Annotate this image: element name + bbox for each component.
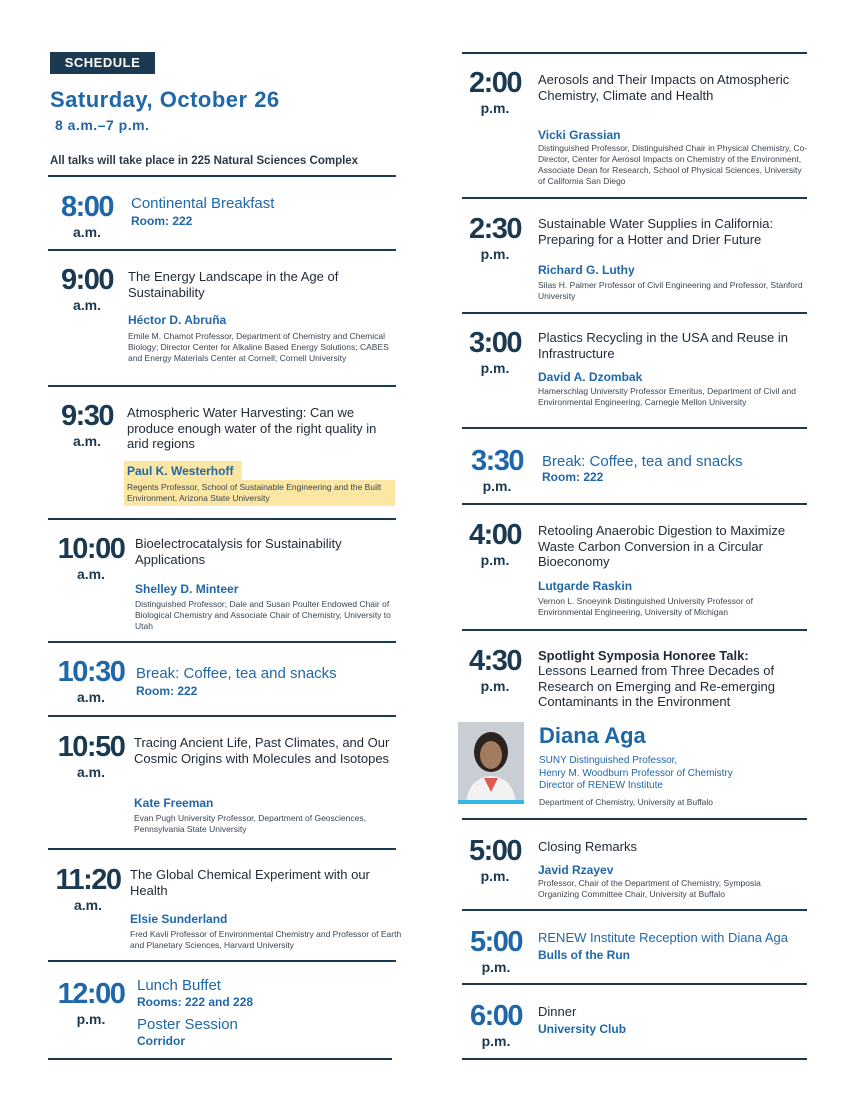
time-slot <box>460 521 530 567</box>
speaker-affiliation: Emile M. Chamot Professor, Department of Chemistry and Chemical Biology; Director Center for Alkaline Based Energy Solutions; CABES and Energy Materials Center at Cornell; Cornell University <box>128 331 389 363</box>
time-meridiem: a.m. <box>76 566 105 582</box>
time-number: 11:20 <box>55 864 121 896</box>
session-title: The Energy Landscape in the Age of Sustainability <box>128 269 339 300</box>
speaker-department: Department of Chemistry, University at Buffalo <box>539 797 714 807</box>
speaker-affiliation: Distinguished Professor, Distinguished Chair in Physical Chemistry, Co-Director, Center for Aerosol Impacts on Chemistry of the Environment, Associate Dean for Research, School of Physical Sciences, University of California San Diego <box>538 143 808 186</box>
divider <box>462 629 807 631</box>
time-meridiem: p.m. <box>480 678 510 694</box>
time-slot <box>460 69 530 115</box>
divider <box>48 960 396 962</box>
speaker-affiliation: Vernon L. Snoeyink Distinguished University Professor of Environmental Engineering, University of Michigan <box>538 596 753 617</box>
speaker-name: Paul K. Westerhoff <box>127 464 234 478</box>
time-number: 10:30 <box>57 656 125 688</box>
session-title: Retooling Anaerobic Digestion to Maximize Waste Carbon Conversion in a Circular Bioeconomy <box>538 523 786 569</box>
divider <box>48 175 396 177</box>
divider <box>462 818 807 820</box>
session-title: The Global Chemical Experiment with our Health <box>130 867 370 898</box>
time-meridiem: p.m. <box>480 100 510 116</box>
divider <box>48 641 396 643</box>
speaker-name: Diana Aga <box>539 723 646 748</box>
time-meridiem: p.m. <box>480 552 510 568</box>
time-number: 4:00 <box>468 519 522 551</box>
speaker-title-line: Director of RENEW Institute <box>539 780 663 791</box>
time-meridiem: p.m. <box>481 959 511 975</box>
speaker-title-line: Henry M. Woodburn Professor of Chemistry <box>539 767 733 779</box>
time-meridiem: a.m. <box>76 764 105 780</box>
time-number: 3:30 <box>470 445 524 477</box>
speaker-affiliation: Professor, Chair of the Department of Chemistry, Symposia Organizing Committee Chair, University at Buffalo <box>538 878 761 899</box>
speaker-affiliation: Evan Pugh University Professor, Department of Geosciences, Pennsylvania State University <box>134 813 366 834</box>
time-slot <box>460 1002 532 1048</box>
session-title: Plastics Recycling in the USA and Reuse in Infrastructure <box>538 330 789 361</box>
divider <box>462 909 807 911</box>
session-title: Dinner <box>538 1004 577 1019</box>
time-slot <box>50 658 132 704</box>
time-slot <box>460 837 530 883</box>
time-slot <box>50 266 124 312</box>
speaker-affiliation: Hamerschlag University Professor Emeritus, Department of Civil and Environmental Engineering, Carnegie Mellon University <box>538 386 796 407</box>
speaker-name: David A. Dzombak <box>538 370 643 384</box>
time-number: 5:00 <box>469 926 523 958</box>
time-meridiem: a.m. <box>76 689 105 705</box>
time-number: 10:00 <box>57 533 125 565</box>
divider <box>462 312 807 314</box>
speaker-affiliation: Regents Professor, School of Sustainable Engineering and the Built Environment, Arizona State University <box>127 482 382 503</box>
time-number: 2:00 <box>468 67 522 99</box>
session-title: Sustainable Water Supplies in California: Preparing for a Hotter and Drier Future <box>538 216 774 247</box>
session-room: Room: 222 <box>136 684 198 698</box>
time-slot <box>460 215 530 261</box>
divider <box>462 52 807 54</box>
speaker-name: Shelley D. Minteer <box>135 582 239 596</box>
session-room: Bulls of the Run <box>538 948 630 962</box>
session-title: Atmospheric Water Harvesting: Can we produce enough water of the right quality in arid regions <box>127 405 377 451</box>
time-number: 10:50 <box>57 731 125 763</box>
time-slot <box>460 928 532 974</box>
session-room: Room: 222 <box>542 470 604 484</box>
time-meridiem: a.m. <box>72 297 101 313</box>
time-meridiem: p.m. <box>481 1033 511 1049</box>
time-number: 6:00 <box>469 1000 523 1032</box>
divider <box>462 427 807 429</box>
session-title: Bioelectrocatalysis for Sustainability Applications <box>135 536 342 567</box>
time-slot <box>50 733 132 779</box>
divider <box>48 715 396 717</box>
session-title: Aerosols and Their Impacts on Atmospheric Chemistry, Climate and Health <box>538 72 790 103</box>
day-heading: Saturday, October 26 <box>50 87 280 112</box>
session-title: Break: Coffee, tea and snacks <box>136 665 337 682</box>
session-room: University Club <box>538 1022 627 1036</box>
time-slot <box>460 447 534 493</box>
time-number: 3:00 <box>468 327 522 359</box>
divider <box>48 385 396 387</box>
hours-subheading: 8 a.m.–7 p.m. <box>55 117 150 133</box>
time-number: 4:30 <box>468 645 522 677</box>
time-meridiem: p.m. <box>76 1011 106 1027</box>
session-title: Continental Breakfast <box>131 195 275 212</box>
time-meridiem: p.m. <box>482 478 512 494</box>
speaker-name: Javid Rzayev <box>538 863 614 877</box>
session-title: Tracing Ancient Life, Past Climates, and Our Cosmic Origins with Molecules and Isotopes <box>134 735 390 766</box>
speaker-affiliation: Distinguished Professor; Dale and Susan Poulter Endowed Chair of Biological Chemistry and Associate Chair of Chemistry, University to Utah <box>135 599 391 631</box>
time-slot <box>50 535 132 581</box>
speaker-name: Lutgarde Raskin <box>538 579 633 593</box>
time-number: 5:00 <box>468 835 522 867</box>
speaker-name: Elsie Sunderland <box>130 912 228 926</box>
speaker-name: Vicki Grassian <box>538 128 621 142</box>
time-meridiem: a.m. <box>73 897 102 913</box>
speaker-name: Richard G. Luthy <box>538 263 635 277</box>
divider <box>462 1058 807 1060</box>
time-slot <box>460 647 530 693</box>
session-title: Poster Session <box>137 1016 238 1033</box>
session-title: Break: Coffee, tea and snacks <box>542 453 743 470</box>
schedule-tag: SCHEDULE <box>50 52 155 74</box>
divider <box>48 1058 392 1060</box>
time-number: 9:00 <box>60 264 114 296</box>
portrait-image <box>458 722 524 804</box>
time-slot <box>50 980 132 1026</box>
time-number: 2:30 <box>468 213 522 245</box>
divider <box>462 983 807 985</box>
time-meridiem: a.m. <box>72 433 101 449</box>
time-slot <box>460 329 530 375</box>
time-meridiem: p.m. <box>480 868 510 884</box>
speaker-name: Kate Freeman <box>134 796 214 810</box>
session-title: Closing Remarks <box>538 839 637 854</box>
time-number: 9:30 <box>60 400 114 432</box>
divider <box>48 249 396 251</box>
time-number: 12:00 <box>57 978 125 1010</box>
session-room: Room: 222 <box>131 214 193 228</box>
time-meridiem: p.m. <box>480 360 510 376</box>
session-title: Lunch Buffet <box>137 977 221 994</box>
divider <box>48 848 396 850</box>
spotlight-label: Spotlight Symposia Honoree Talk: <box>538 648 749 663</box>
session-title: Lessons Learned from Three Decades of Research on Emerging and Re-emerging Contaminants in the Environment <box>538 663 776 709</box>
session-title: RENEW Institute Reception with Diana Aga <box>538 930 789 945</box>
time-slot <box>50 193 124 239</box>
speaker-affiliation: Fred Kavli Professor of Environmental Chemistry and Professor of Earth and Planetary Sciences, Harvard University <box>130 929 402 950</box>
time-meridiem: p.m. <box>480 246 510 262</box>
divider <box>462 503 807 505</box>
time-number: 8:00 <box>60 191 114 223</box>
divider <box>48 518 396 520</box>
speaker-titles <box>539 755 804 793</box>
speaker-photo <box>458 722 524 804</box>
session-room: Rooms: 222 and 228 <box>137 995 254 1009</box>
location-note: All talks will take place in 225 Natural Sciences Complex <box>50 155 359 167</box>
speaker-name: Héctor D. Abruña <box>128 313 227 327</box>
speaker-title-line: SUNY Distinguished Professor, <box>539 755 678 766</box>
time-slot <box>50 402 124 448</box>
time-slot <box>50 866 126 912</box>
session-room: Corridor <box>137 1034 185 1048</box>
speaker-affiliation: Silas H. Palmer Professor of Civil Engineering and Professor, Stanford University <box>538 280 803 301</box>
divider <box>462 197 807 199</box>
time-meridiem: a.m. <box>72 224 101 240</box>
